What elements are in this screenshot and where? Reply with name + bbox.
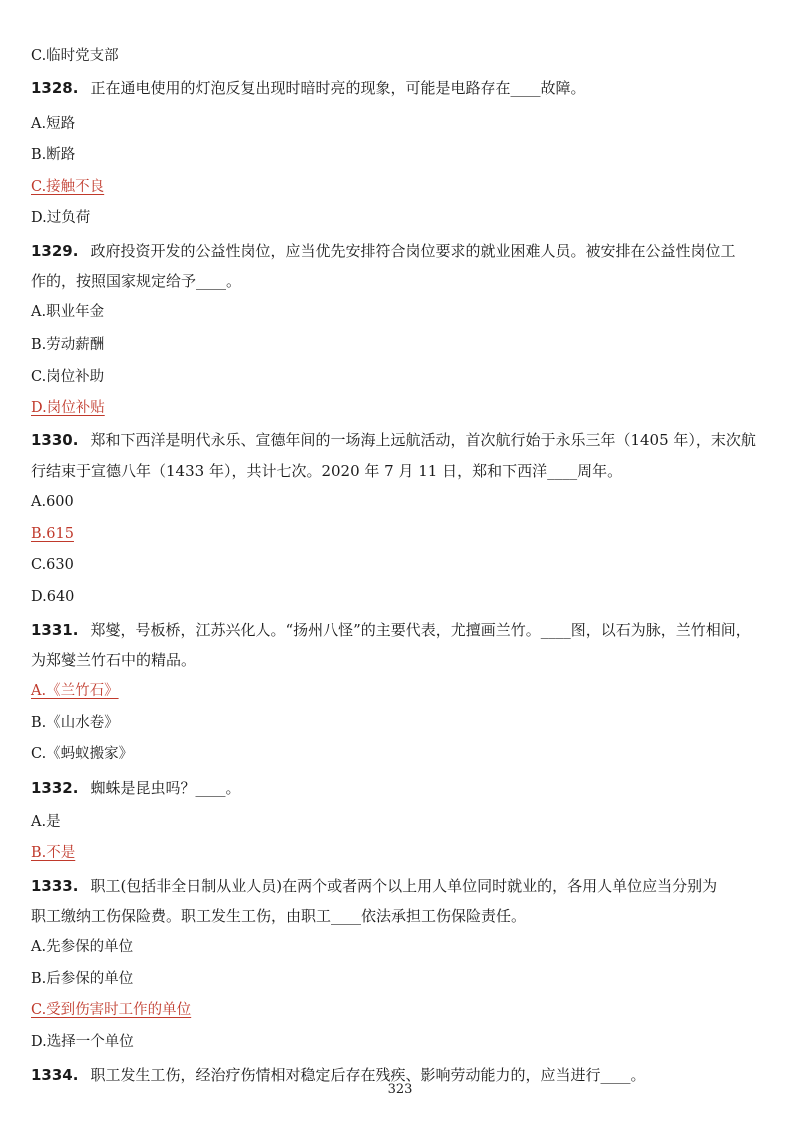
option-c: C.630 <box>31 557 74 573</box>
question-number: 1328. <box>31 79 79 97</box>
question-1329 <box>31 241 735 261</box>
option-b: B.《山水卷》 <box>31 715 119 731</box>
option-b-correct: B.615 <box>31 526 74 542</box>
question-text: 蜘蛛是昆虫吗？____。 <box>90 779 241 797</box>
option-d: D.选择一个单位 <box>31 1034 134 1050</box>
option-b: B.后参保的单位 <box>31 971 134 987</box>
question-number: 1331. <box>31 621 79 639</box>
question-number: 1329. <box>31 242 79 260</box>
option-a: A.短路 <box>31 116 76 132</box>
option-b: B.劳动薪酬 <box>31 337 105 353</box>
option-d: D.过负荷 <box>31 210 91 226</box>
option-a: A.职业年金 <box>31 304 105 320</box>
question-1328 <box>31 78 585 98</box>
option-c: C.岗位补助 <box>31 369 105 385</box>
option-b-correct: B.不是 <box>31 845 76 861</box>
question-text: 郑燮，号板桥，江苏兴化人。“扬州八怪”的主要代表，尤擅画兰竹。____图，以石为脉，兰竹相间， <box>90 621 751 639</box>
question-text-continued: 作的，按照国家规定给予____。 <box>31 272 242 290</box>
question-text: 职工(包括非全日制从业人员)在两个或者两个以上用人单位同时就业的，各用人单位应当分别为 <box>90 877 718 895</box>
question-text: 正在通电使用的灯泡反复出现时暗时亮的现象，可能是电路存在____故障。 <box>90 79 586 97</box>
option-c: C.临时党支部 <box>31 48 119 64</box>
option-c: C.《蚂蚁搬家》 <box>31 746 134 762</box>
option-a: A.是 <box>31 814 61 830</box>
question-number: 1332. <box>31 779 79 797</box>
question-1330 <box>31 430 756 450</box>
question-1332 <box>31 778 240 798</box>
option-b: B.断路 <box>31 147 76 163</box>
question-number: 1330. <box>31 431 79 449</box>
page-number: 323 <box>387 1082 413 1097</box>
option-a: A.600 <box>31 494 74 510</box>
question-text: 政府投资开发的公益性岗位，应当优先安排符合岗位要求的就业困难人员。被安排在公益性岗位工 <box>90 242 736 260</box>
option-a: A.先参保的单位 <box>31 939 134 955</box>
option-d-correct: D.岗位补贴 <box>31 400 105 416</box>
question-1333 <box>31 876 717 896</box>
question-text: 郑和下西洋是明代永乐、宣德年间的一场海上远航活动，首次航行始于永乐三年（1405 年），末次航 <box>90 431 756 449</box>
question-number: 1333. <box>31 877 79 895</box>
question-text: 职工发生工伤，经治疗伤情相对稳定后存在残疾、影响劳动能力的，应当进行____。 <box>90 1066 646 1084</box>
question-text-continued: 为郑燮兰竹石中的精品。 <box>31 651 197 669</box>
option-c-correct: C.受到伤害时工作的单位 <box>31 1002 192 1018</box>
question-number: 1334. <box>31 1066 79 1084</box>
question-text-continued: 行结束于宣德八年（1433 年），共计七次。2020 年 7 月 11 日，郑和下西洋____周年。 <box>31 462 623 480</box>
option-c-correct: C.接触不良 <box>31 179 105 195</box>
option-d: D.640 <box>31 589 75 605</box>
question-1331 <box>31 620 751 640</box>
option-a-correct: A.《兰竹石》 <box>31 683 119 699</box>
question-text-continued: 职工缴纳工伤保险费。职工发生工伤，由职工____依法承担工伤保险责任。 <box>31 907 527 925</box>
